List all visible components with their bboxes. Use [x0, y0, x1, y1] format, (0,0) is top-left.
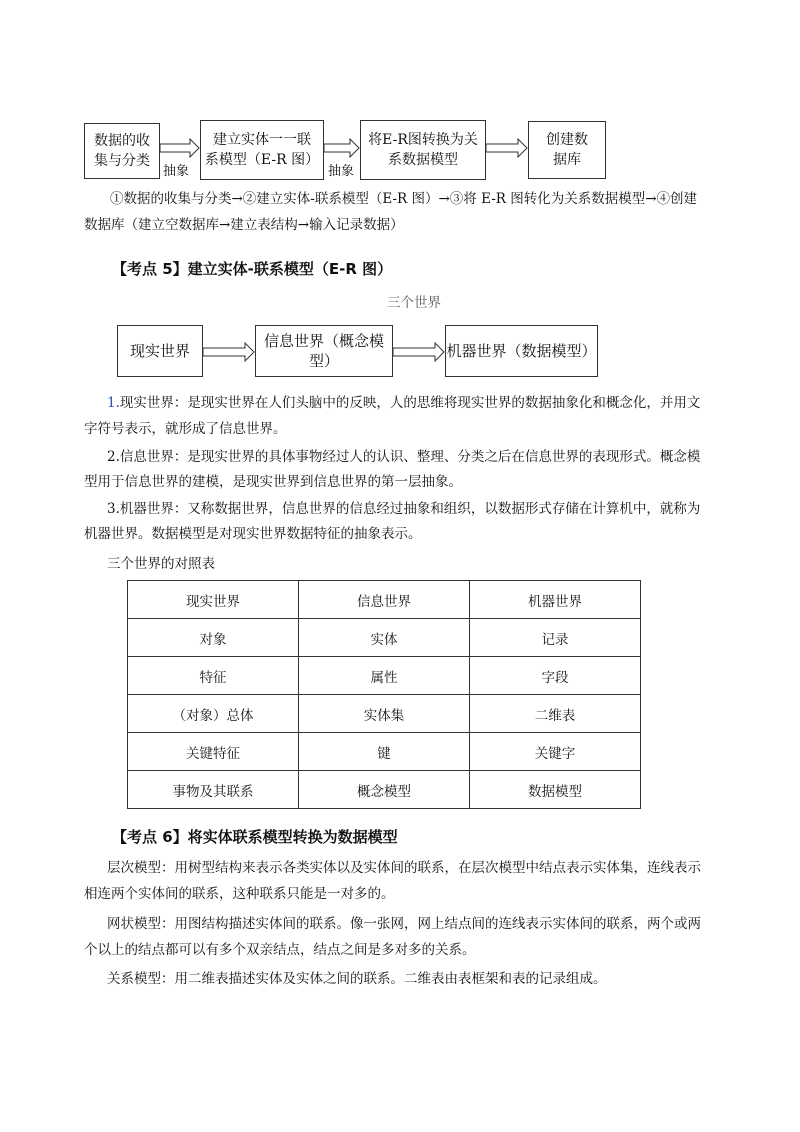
table-cell: 键 — [299, 733, 470, 771]
table-cell: 属性 — [299, 657, 470, 695]
table-cell: 特征 — [128, 657, 299, 695]
table-row — [128, 657, 641, 695]
table-cell: 概念模型 — [299, 771, 470, 809]
p1-number: 1. — [107, 395, 120, 411]
table-row — [128, 581, 641, 619]
section6-heading: 【考点 6】将实体联系模型转换为数据模型 — [112, 828, 398, 846]
table-cell: 实体 — [299, 619, 470, 657]
table-cell: 信息世界 — [299, 581, 470, 619]
table-row — [128, 771, 641, 809]
table-cell: （对象）总体 — [128, 695, 299, 733]
table-row — [128, 733, 641, 771]
p2-line-1: 2.信息世界：是现实世界的具体事物经过人的认识、整理、分类之后在信息世界的表现形式。概念模 — [107, 449, 701, 465]
p2-line-2: 型用于信息世界的建模，是现实世界到信息世界的第一层抽象。 — [84, 474, 462, 490]
world-box-machine: 机器世界（数据模型） — [445, 325, 598, 377]
table-row — [128, 695, 641, 733]
table-cell: 机器世界 — [470, 581, 641, 619]
world-box-real: 现实世界 — [117, 325, 203, 377]
p1-text: 现实世界：是现实世界在人们头脑中的反映，人的思维将现实世界的数据抽象化和概念化，并用文 — [119, 395, 701, 411]
table-cell: 数据模型 — [470, 771, 641, 809]
table-cell: 关键字 — [470, 733, 641, 771]
table-caption: 三个世界的对照表 — [107, 556, 215, 572]
table-cell: 关键特征 — [128, 733, 299, 771]
net-line-1: 网状模型：用图结构描述实体间的联系。像一张网，网上结点间的连线表示实体间的联系，两个或两 — [107, 916, 701, 932]
table-cell: 现实世界 — [128, 581, 299, 619]
table-cell: 实体集 — [299, 695, 470, 733]
worlds-comparison-table — [127, 580, 641, 809]
hier-line-1: 层次模型：用树型结构来表示各类实体以及实体间的联系，在层次模型中结点表示实体集，连线表示 — [107, 860, 701, 876]
flow-box-er: 建立实体一一联 系模型（E-R 图） — [200, 120, 324, 180]
table-cell: 字段 — [470, 657, 641, 695]
flow-box-create-db: 创建数 据库 — [528, 121, 606, 179]
p3-line-1: 3.机器世界：又称数据世界，信息世界的信息经过抽象和组织，以数据形式存储在计算机中，就称为 — [107, 501, 701, 517]
rel-line-1: 关系模型：用二维表描述实体及实体之间的联系。二维表由表框架和表的记录组成。 — [107, 971, 607, 987]
world-arrow-2 — [393, 342, 445, 362]
steps-line-1: ①数据的收集与分类→②建立实体-联系模型（E-R 图）→③将 E-R 图转化为关系数据模型→④创建 — [110, 191, 698, 207]
p1-line-1 — [107, 391, 700, 415]
net-line-2: 个以上的结点都可以有多个双亲结点，结点之间是多对多的关系。 — [84, 942, 476, 958]
section5-heading: 【考点 5】建立实体-联系模型（E-R 图） — [112, 260, 393, 278]
flow-box-convert: 将E-R图转换为关 系数据模型 — [360, 120, 486, 180]
flow-box-collect: 数据的收 集与分类 — [84, 123, 160, 179]
table-cell: 记录 — [470, 619, 641, 657]
table-cell: 二维表 — [470, 695, 641, 733]
worlds-title: 三个世界 — [387, 295, 441, 311]
flow-arrow-label-2: 抽象 — [328, 164, 355, 179]
hier-line-2: 相连两个实体间的联系，这种联系只能是一对多的。 — [84, 886, 395, 902]
world-arrow-1 — [203, 342, 255, 362]
p1-line-2: 字符号表示，就形成了信息世界。 — [84, 421, 287, 437]
flow-arrow-label-1: 抽象 — [163, 164, 190, 179]
steps-line-2: 数据库（建立空数据库→建立表结构→输入记录数据） — [84, 217, 404, 233]
world-box-info: 信息世界（概念模型） — [255, 325, 393, 377]
table-cell: 对象 — [128, 619, 299, 657]
flow-arrow-1 — [160, 138, 200, 158]
flow-arrow-3 — [486, 138, 528, 158]
table-row — [128, 619, 641, 657]
table-cell: 事物及其联系 — [128, 771, 299, 809]
p3-line-2: 机器世界。数据模型是对现实世界数据特征的抽象表示。 — [84, 526, 422, 542]
flow-arrow-2 — [324, 138, 360, 158]
